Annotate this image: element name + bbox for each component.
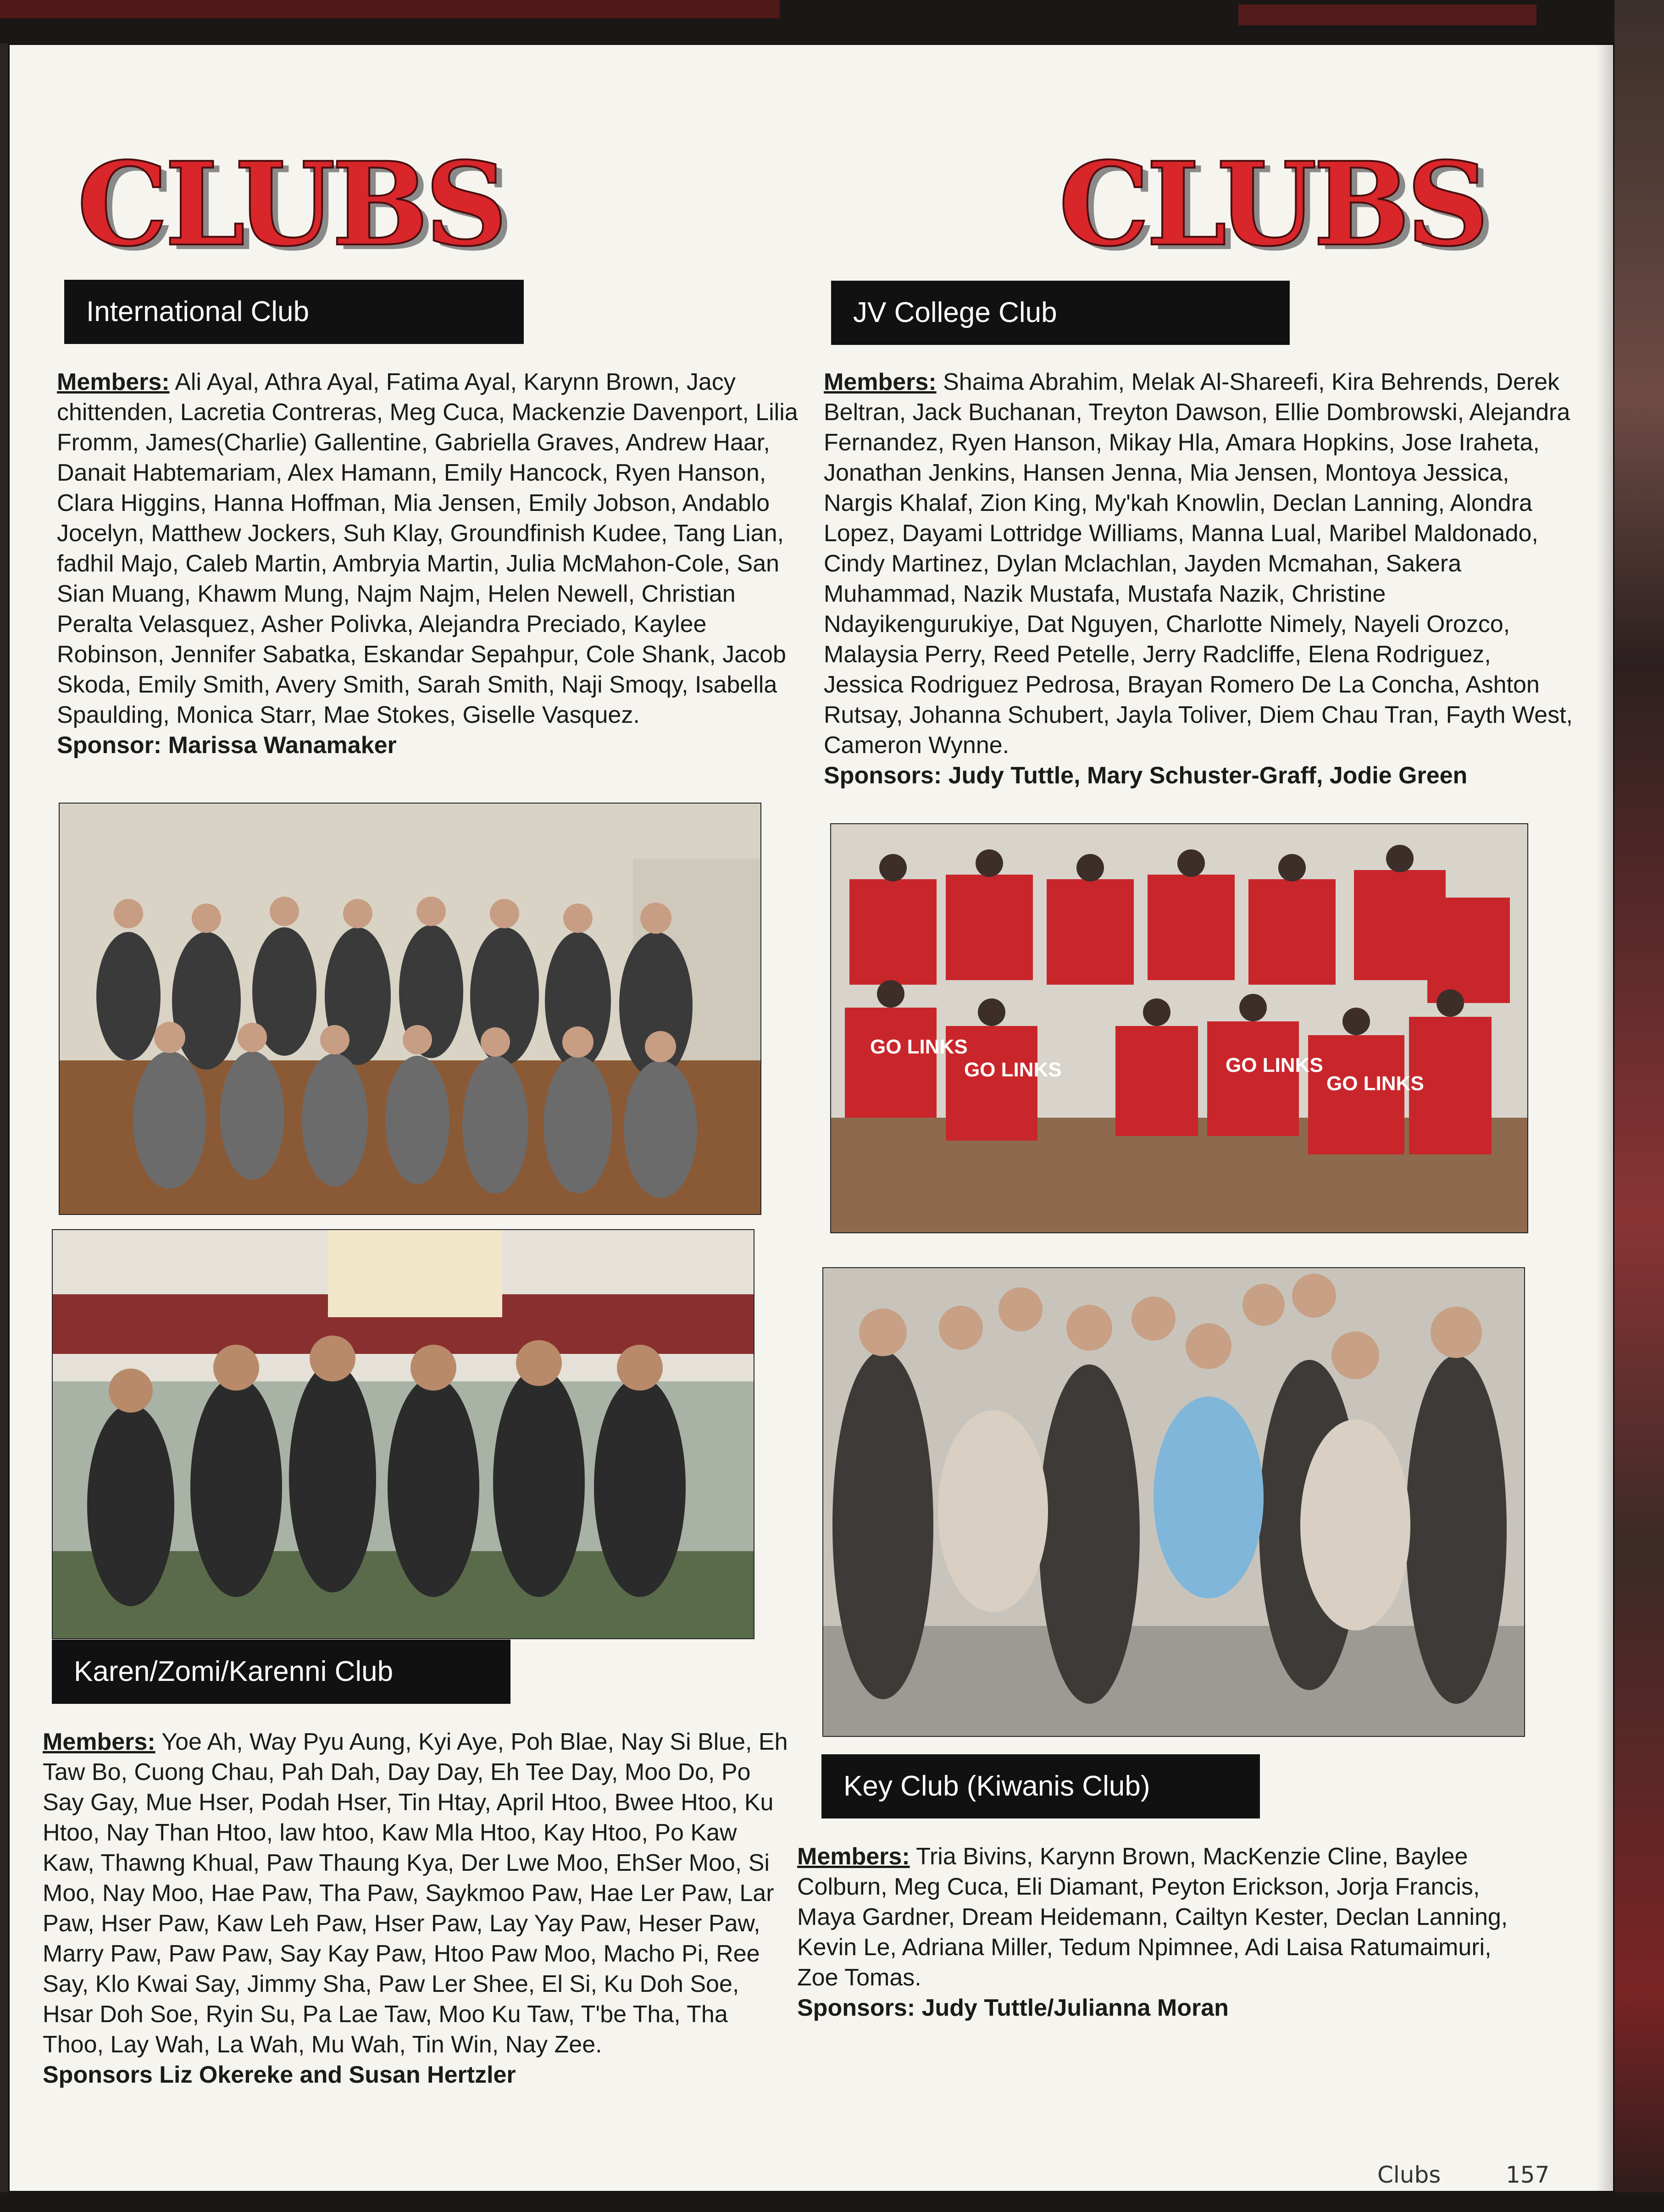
footer-section-label: Clubs: [1377, 2162, 1441, 2188]
page-title-left: CLUBS: [77, 137, 504, 272]
key-club-group-photo: [822, 1267, 1525, 1737]
international-club-heading: International Club: [64, 280, 524, 344]
adjacent-page-edge: [1614, 0, 1664, 2212]
scan-bottom-edge: [0, 2192, 1664, 2212]
scan-top-strip: [0, 0, 780, 18]
scan-top-strip: [1238, 5, 1536, 25]
members-list: Ali Ayal, Athra Ayal, Fatima Ayal, Karynn Brown, Jacy chittenden, Lacretia Contreras, Meg Cuca, Mackenzie Davenport, Lilia Fromm, James(Charlie) Gallentine, Gabriella Graves, Andrew Haar, Danait Habtemariam, Alex Hamann, Emily Hancock, Ryen Hanson, Clara Higgins, Hanna Hoffman, Mia Jensen, Emily Jobson, Andablo Jocelyn, Matthew Jockers, Suh Klay, Groundfinish Kudee, Tang Lian, fadhil Majo, Caleb Martin, Ambryia Martin, Julia McMahon-Cole, San Sian Muang, Khawm Mung, Najm Najm, Helen Newell, Christian Peralta Velasquez, Asher Polivka, Alejandra Preciado, Kaylee Robinson, Jennifer Sabatka, Eskandar Sepahpur, Cole Shank, Jacob Skoda, Emily Smith, Avery Smith, Sarah Smith, Naji Smoqy, Isabella Spaulding, Monica Starr, Mae Stokes, Giselle Vasquez.: [57, 369, 798, 728]
members-list: Tria Bivins, Karynn Brown, MacKenzie Cline, Baylee Colburn, Meg Cuca, Eli Diamant, Peyton Erickson, Jorja Francis, Maya Gardner, Dream Heidemann, Cailtyn Kester, Declan Lanning, Kevin Le, Adriana Miller, Tedum Npimnee, Adi Laisa Ratumaimuri, Zoe Tomas.: [797, 1843, 1508, 1991]
photo-illustration: [831, 824, 1527, 1232]
page-gutter-shadow: [1596, 44, 1614, 2192]
karen-zomi-karenni-club-roster: [43, 1727, 795, 2090]
karen-zomi-karenni-club-heading: Karen/Zomi/Karenni Club: [52, 1640, 510, 1704]
members-list: Shaima Abrahim, Melak Al-Shareefi, Kira Behrends, Derek Beltran, Jack Buchanan, Treyton Dawson, Ellie Dombrowski, Alejandra Fernandez, Ryen Hanson, Mikay Hla, Amara Hopkins, Jose Iraheta, Jonathan Jenkins, Hansen Jenna, Mia Jensen, Montoya Jessica, Nargis Khalaf, Zion King, My'kah Knowlin, Declan Lanning, Alondra Lopez, Dayami Lottridge Williams, Manna Lual, Maribel Maldonado, Cindy Martinez, Dylan Mclachlan, Jayden Mcmahan, Sakera Muhammad, Nazik Mustafa, Mustafa Nazik, Christine Ndayikengurukiye, Dat Nguyen, Charlotte Nimely, Nayeli Orozco, Malaysia Perry, Reed Petelle, Jerry Radcliffe, Elena Rodriguez, Jessica Rodriguez Pedrosa, Brayan Romero De La Concha, Ashton Rutsay, Johanna Schubert, Jayla Toliver, Diem Chau Tran, Fayth West, Cameron Wynne.: [824, 369, 1573, 759]
shirt-print: GO LINKS: [1226, 1054, 1323, 1076]
yearbook-page: [8, 44, 1614, 2192]
page-number: 157: [1506, 2162, 1550, 2188]
page-title-right: CLUBS: [1059, 137, 1486, 272]
sponsor-line: Sponsor: Marissa Wanamaker: [57, 732, 397, 759]
jv-college-club-group-photo: [830, 823, 1528, 1233]
international-club-group-photo: [59, 803, 761, 1215]
photo-illustration: [53, 1230, 754, 1638]
international-club-roster: [57, 367, 809, 760]
key-club-roster: [797, 1841, 1513, 2023]
shirt-print: GO LINKS: [964, 1059, 1062, 1081]
jv-college-club-heading: JV College Club: [831, 281, 1290, 345]
photo-illustration: [60, 804, 760, 1214]
shirt-print: GO LINKS: [1326, 1072, 1424, 1095]
members-label: Members:: [43, 1729, 155, 1755]
jv-college-club-roster: [824, 367, 1576, 791]
karen-zomi-karenni-club-photo: [52, 1229, 754, 1639]
members-label: Members:: [797, 1843, 910, 1870]
sponsor-line: Sponsors: Judy Tuttle, Mary Schuster-Graff, Jodie Green: [824, 762, 1468, 789]
sponsor-line: Sponsors: Judy Tuttle/Julianna Moran: [797, 1995, 1229, 2021]
key-club-heading: Key Club (Kiwanis Club): [821, 1754, 1260, 1818]
photo-illustration: [823, 1268, 1524, 1736]
sponsor-line: Sponsors Liz Okereke and Susan Hertzler: [43, 2062, 516, 2088]
members-label: Members:: [824, 369, 937, 395]
scan-top-edge: [0, 0, 1664, 44]
members-label: Members:: [57, 369, 170, 395]
shirt-print: GO LINKS: [870, 1036, 968, 1058]
members-list: Yoe Ah, Way Pyu Aung, Kyi Aye, Poh Blae, Nay Si Blue, Eh Taw Bo, Cuong Chau, Pah Dah, Day Day, Eh Tee Day, Moo Do, Po Say Gay, Mue Hser, Podah Hser, Tin Htay, April Htoo, Bwee Htoo, Ku Htoo, Nay Than Htoo, law htoo, Kaw Mla Htoo, Kay Htoo, Po Kaw Kaw, Thawng Khual, Paw Thaung Kya, Der Lwe Moo, EhSer Moo, Si Moo, Nay Moo, Hae Paw, Tha Paw, Saykmoo Paw, Hae Ler Paw, Lar Paw, Hser Paw, Kaw Leh Paw, Hser Paw, Lay Yay Paw, Heser Paw, Marry Paw, Paw Paw, Say Kay Paw, Htoo Paw Moo, Macho Pi, Ree Say, Klo Kwai Say, Jimmy Sha, Paw Ler Shee, El Si, Ku Doh Soe, Hsar Doh Soe, Ryin Su, Pa Lae Taw, Moo Ku Taw, T'be Tha, Tha Thoo, Lay Wah, La Wah, Mu Wah, Tin Win, Nay Zee.: [43, 1729, 788, 2058]
